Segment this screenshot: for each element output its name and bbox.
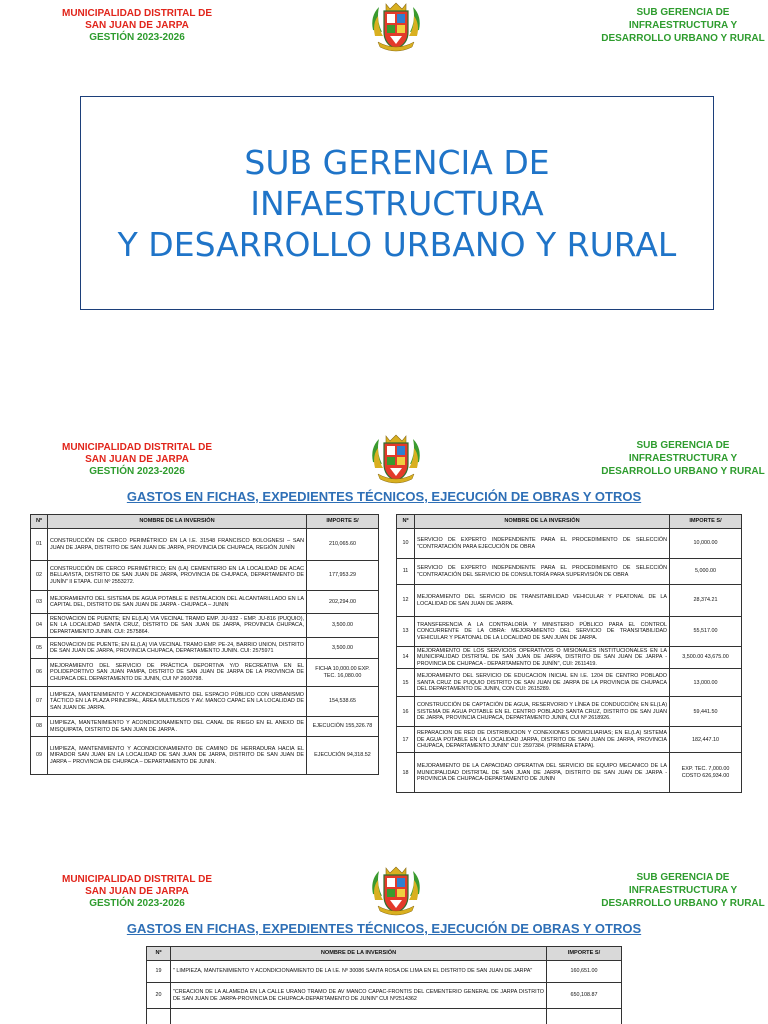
section-title: GASTOS EN FICHAS, EXPEDIENTES TÉCNICOS, EJECUCIÓN DE OBRAS Y OTROS xyxy=(126,921,642,936)
row-number: 04 xyxy=(31,614,48,638)
investment-amount: EJECUCIÓN 155,326.78 xyxy=(307,717,379,737)
cover-title-line2: INFAESTRUCTURA xyxy=(250,183,544,223)
cover-title-line3: Y DESARROLLO URBANO Y RURAL xyxy=(117,224,677,264)
investment-amount: 13,000.00 xyxy=(670,669,742,697)
row-number: 12 xyxy=(397,585,415,617)
department-line1: SUB GERENCIA DE xyxy=(636,872,730,883)
table-row xyxy=(397,727,742,753)
table-row xyxy=(397,617,742,647)
department-header xyxy=(598,871,768,910)
investment-amount: 154,538.65 xyxy=(307,687,379,717)
department-line3: DESARROLLO URBANO Y RURAL xyxy=(601,898,765,909)
administration-period: GESTIÓN 2023-2026 xyxy=(89,32,185,43)
table-row xyxy=(397,647,742,669)
column-header-name: NOMBRE DE LA INVERSIÓN xyxy=(48,515,307,529)
investment-amount: 202,294.00 xyxy=(307,591,379,614)
investment-amount: 5,000.00 xyxy=(670,559,742,585)
row-number: 08 xyxy=(31,717,48,737)
table-row xyxy=(397,753,742,793)
table-row xyxy=(31,737,379,775)
municipality-header xyxy=(58,874,216,910)
row-number: 13 xyxy=(397,617,415,647)
investments-page-1 xyxy=(0,426,768,830)
department-header xyxy=(598,439,768,478)
row-number xyxy=(147,1009,171,1024)
row-number: 06 xyxy=(31,659,48,687)
column-header-num: Nº xyxy=(31,515,48,529)
municipality-name-line1: MUNICIPALIDAD DISTRITAL DE xyxy=(62,442,212,453)
department-line3: DESARROLLO URBANO Y RURAL xyxy=(601,466,765,477)
investment-name: LIMPIEZA, MANTENIMIENTO Y ACONDICIONAMIENTO DEL ESPACIO PÚBLICO CON URBANISMO TÁCTICO EN LA PLAZA PRINCIPAL, ÁREA MULTIUSOS Y AV. MANCO CAPAC EN LA LOCALIDAD DE SAN JUAN DE JARPA. xyxy=(48,687,307,717)
investment-name: CONSTRUCCIÓN DE CERCO PERIMÉTRICO; EN (LA) CEMENTERIO EN LA LOCALIDAD DE ACAC BELLAVISTA, DISTRITO DE SAN JUAN DE JARPA, PROVINCIA DE CHUPACA, DEPARTAMENTO DE JUNÍN" II ETAPA. CUI Nº 2553272. xyxy=(48,561,307,591)
table-header-row xyxy=(31,515,379,529)
table-row xyxy=(397,585,742,617)
investment-amount xyxy=(547,1009,622,1024)
investment-name: RENOVACION DE PUENTE; EN EL(LA) VIA VECINAL TRAMO EMP. PE-24, BARRIO UNION, DISTRITO DE SAN JUAN DE JARPA, PROVINCIA CHUPACA, DEPARTAMENTO JUNIN. CUI: 2575971 xyxy=(48,638,307,659)
administration-period: GESTIÓN 2023-2026 xyxy=(89,466,185,477)
investment-amount: 3,500.00 xyxy=(307,638,379,659)
column-header-num: Nº xyxy=(397,515,415,529)
municipality-header xyxy=(58,442,216,478)
department-line2: INFRAESTRUCTURA Y xyxy=(628,885,738,896)
cover-title-box xyxy=(80,96,714,310)
row-number: 03 xyxy=(31,591,48,614)
investment-name: MEJORAMIENTO DE LA CAPACIDAD OPERATIVA DEL SERVICIO DE EQUIPO MECANICO DE LA MUNICIPALIDAD DISTRITAL DE SAN JUAN DE JARPA, DISTRITO DE SAN JUAN DE JARPA - PROVINCIA DE CHUPACA-DEPARTAMENTO DE JUNIN xyxy=(415,753,670,793)
investment-name: MEJORAMIENTO DE LOS SERVICIOS OPERATIVOS O MISIONALES INSTITUCIONALES EN LA MUNICIPALIDAD DISTRITAL DE SAN JUAN DE JARPA, DISTRITO DE SAN JUAN DE JARPA - PROVINCIA DE CHUPACA - DEPARTAMENTO DE JUNÍN", CUI: 2611419. xyxy=(415,647,670,669)
investment-name: MEJORAMIENTO DEL SERVICIO DE EDUCACION INICIAL EN I.E. 1204 DE CENTRO POBLADO SANTA CRUZ DE PUQUIO DISTRITO DE SAN JUAN DE JARPA DE LA PROVINCIA DE CHUPACA DEL DEPARTAMENTO DE JUNIN, CON CUI: 2615289. xyxy=(415,669,670,697)
row-number: 02 xyxy=(31,561,48,591)
investment-name: MEJORAMIENTO DEL SERVICIO DE TRANSITABILIDAD VEHICULAR Y PEATONAL DE LA LOCALIDAD DE SAN JUAN DE JARPA. xyxy=(415,585,670,617)
investment-amount: 160,651.00 xyxy=(547,961,622,983)
investment-name: LIMPIEZA, MANTENIMIENTO Y ACONDICIONAMIENTO DEL CANAL DE RIEGO EN EL ANEXO DE MISQUIPATA, DISTRITO DE SAN JUAN DE JARPA . xyxy=(48,717,307,737)
department-line3: DESARROLLO URBANO Y RURAL xyxy=(601,33,765,44)
table-row xyxy=(31,638,379,659)
investment-name: CONSTRUCCIÓN DE CAPTACIÓN DE AGUA, RESERVORIO Y LÍNEA DE CONDUCCIÓN; EN EL(LA) SISTEMA DE AGUA POTABLE EN EL CENTRO POBLADO SANTA CRUZ, DISTRITO DE SAN JUAN DE JARPA, PROVINCIA CHUPACA, DEPARTAMENTO JUNIN, CUI Nº 2618926. xyxy=(415,697,670,727)
investment-name: REPARACION DE RED DE DISTRIBUCION Y CONEXIONES DOMICILIARIAS; EN EL(LA) SISTEMA DE AGUA POTABLE EN LA LOCALIDAD JARPA, DISTRITO DE SAN JUAN DE JARPA, PROVINCIA CHUPACA, DEPARTAMENTO JUNIN" CUI: 2597384. (PRIMERA ETAPA). xyxy=(415,727,670,753)
row-number: 19 xyxy=(147,961,171,983)
investment-name: RENOVACION DE PUENTE; EN EL(LA) VIA VECINAL TRAMO EMP. JU-932 - EMP. JU-816 (PUQUIO), EN LA LOCALIDAD SANTA CRUZ, DISTRITO DE SAN JUAN DE JARPA, PROVINCIA CHUPACA, DEPARTAMENTO JUNIN. CUI: 2575864. xyxy=(48,614,307,638)
column-header-amount: IMPORTE S/ xyxy=(547,947,622,961)
table-row xyxy=(147,983,622,1009)
row-number: 16 xyxy=(397,697,415,727)
table-header-row xyxy=(397,515,742,529)
table-row xyxy=(397,669,742,697)
table-row xyxy=(31,561,379,591)
investment-amount: 177,953.29 xyxy=(307,561,379,591)
department-line1: SUB GERENCIA DE xyxy=(636,440,730,451)
investment-name: "CREACION DE LA ALAMEDA EN LA CALLE URANO TRAMO DE AV MANCO CAPAC-FRONTIS DEL CEMENTERIO GENERAL DE JARPA DISTRITO DE SAN JUAN DE JARPA-PROVINCIA DE CHUPACA-DEPARTAMENTO DE JUNIN" CUI Nº2514362 xyxy=(171,983,547,1009)
investment-name: " LIMPIEZA, MANTENIMIENTO Y ACONDICIONAMIENTO DE LA I.E. Nº 30086 SANTA ROSA DE LIMA EN EL DISTRITO DE SAN JUAN DE JARPA" xyxy=(171,961,547,983)
municipality-header xyxy=(58,8,216,44)
department-line1: SUB GERENCIA DE xyxy=(636,7,730,18)
table-row xyxy=(397,559,742,585)
municipality-name-line1: MUNICIPALIDAD DISTRITAL DE xyxy=(62,874,212,885)
table-row xyxy=(31,614,379,638)
table-row xyxy=(147,961,622,983)
row-number: 05 xyxy=(31,638,48,659)
municipality-name-line1: MUNICIPALIDAD DISTRITAL DE xyxy=(62,8,212,19)
investment-amount: EJECUCIÓN 94,318.52 xyxy=(307,737,379,775)
row-number: 18 xyxy=(397,753,415,793)
investment-amount: 55,517.00 xyxy=(670,617,742,647)
investment-name: MEJORAMIENTO DEL SISTEMA DE AGUA POTABLE E INSTALACION DEL ALCANTARILLADO EN LA CAPITAL DEL, DISTRITO DE SAN JUAN DE JARPA - CHUPACA – JUNIN xyxy=(48,591,307,614)
investments-page-2 xyxy=(0,860,768,1024)
column-header-amount: IMPORTE S/ xyxy=(670,515,742,529)
department-header xyxy=(598,6,768,45)
investment-amount: FICHA 10,000.00 EXP. TEC. 16,080.00 xyxy=(307,659,379,687)
investment-amount: 182,447.10 xyxy=(670,727,742,753)
investment-name xyxy=(171,1009,547,1024)
investment-amount: 59,441.50 xyxy=(670,697,742,727)
row-number: 14 xyxy=(397,647,415,669)
column-header-amount: IMPORTE S/ xyxy=(307,515,379,529)
table-row xyxy=(31,529,379,561)
table-row xyxy=(147,1009,622,1024)
investments-table-right xyxy=(396,514,742,793)
row-number: 11 xyxy=(397,559,415,585)
investment-amount: 3,500.00 43,675.00 xyxy=(670,647,742,669)
table-row xyxy=(31,659,379,687)
column-header-name: NOMBRE DE LA INVERSIÓN xyxy=(415,515,670,529)
investment-amount: 28,374.21 xyxy=(670,585,742,617)
table-row xyxy=(31,591,379,614)
investment-name: TRANSFERENCIA A LA CONTRALORÍA Y MINISTERIO PÚBLICO PARA EL CONTROL CONCURRENTE DE LA OBRA: MEJORAMIENTO DEL SERVICIO DE TRANSITABILIDAD VEHICULAR Y PEATONAL DE LA LOCALIDAD DE SAN JUAN DE JARPA. xyxy=(415,617,670,647)
investments-table-bottom xyxy=(146,946,622,1024)
row-number: 01 xyxy=(31,529,48,561)
investment-amount: 210,065.60 xyxy=(307,529,379,561)
row-number: 15 xyxy=(397,669,415,697)
investment-name: MEJORAMIENTO DEL SERVICIO DE PRÁCTICA DEPORTIVA Y/O RECREATIVA EN EL POLIDEPORTIVO SAN JUAN PAMPA, DISTRITO DE SAN JUAN DE JARPA DE LA PROVINCIA DE CHUPACA DEL DEPARTAMENTO DE JUNIN, CUI Nº 2600798. xyxy=(48,659,307,687)
municipality-name-line2: SAN JUAN DE JARPA xyxy=(85,20,189,31)
row-number: 10 xyxy=(397,529,415,559)
table-row xyxy=(397,697,742,727)
investment-amount: 10,000.00 xyxy=(670,529,742,559)
investment-amount: 650,108.87 xyxy=(547,983,622,1009)
municipal-crest-icon xyxy=(370,866,422,916)
cover-page xyxy=(0,0,768,392)
investment-amount: EXP. TEC. 7,000.00 COSTO 626,934.00 xyxy=(670,753,742,793)
department-line2: INFRAESTRUCTURA Y xyxy=(628,20,738,31)
column-header-num: Nº xyxy=(147,947,171,961)
administration-period: GESTIÓN 2023-2026 xyxy=(89,898,185,909)
investment-name: SERVICIO DE EXPERTO INDEPENDIENTE PARA EL PROCEDIMIENTO DE SELECCIÓN "CONTRATACIÓN PARA EJECUCIÓN DE OBRA xyxy=(415,529,670,559)
investments-table-left xyxy=(30,514,379,775)
municipality-name-line2: SAN JUAN DE JARPA xyxy=(85,454,189,465)
row-number: 17 xyxy=(397,727,415,753)
municipal-crest-icon xyxy=(370,434,422,484)
municipal-crest-icon xyxy=(370,2,422,52)
table-row xyxy=(31,717,379,737)
row-number: 07 xyxy=(31,687,48,717)
investment-name: SERVICIO DE EXPERTO INDEPENDIENTE PARA EL PROCEDIMIENTO DE SELECCIÓN "CONTRATACIÓN DEL SERVICIO DE CONSULTORÍA PARA SUPERVISIÓN DE OBRA xyxy=(415,559,670,585)
row-number: 09 xyxy=(31,737,48,775)
department-line2: INFRAESTRUCTURA Y xyxy=(628,453,738,464)
investment-name: LIMPIEZA, MANTENIMIENTO Y ACONDICIONAMIENTO DE CAMINO DE HERRADURA HACIA EL MIRADOR SAN JUAN EN LA LOCALIDAD DE SAN JUAN DE JARPA, DISTRITO DE SAN JUAN DE JARPA – PROVINCIA DE CHUPACA – DEPARTAMENTO DE JUNIN. xyxy=(48,737,307,775)
table-row xyxy=(31,687,379,717)
row-number: 20 xyxy=(147,983,171,1009)
municipality-name-line2: SAN JUAN DE JARPA xyxy=(85,886,189,897)
investment-name: CONSTRUCCIÓN DE CERCO PERIMÉTRICO EN LA I.E. 31548 FRANCISCO BOLOGNESI – SAN JUAN DE JARPA, DISTRITO DE SAN JUAN DE JARPA, PROVINCIA DE CHUPACA, REGIÓN JUNÍN xyxy=(48,529,307,561)
table-header-row xyxy=(147,947,622,961)
section-title: GASTOS EN FICHAS, EXPEDIENTES TÉCNICOS, EJECUCIÓN DE OBRAS Y OTROS xyxy=(126,489,642,504)
table-row xyxy=(397,529,742,559)
investment-amount: 3,500.00 xyxy=(307,614,379,638)
column-header-name: NOMBRE DE LA INVERSIÓN xyxy=(171,947,547,961)
cover-title-line1: SUB GERENCIA DE xyxy=(244,142,550,182)
